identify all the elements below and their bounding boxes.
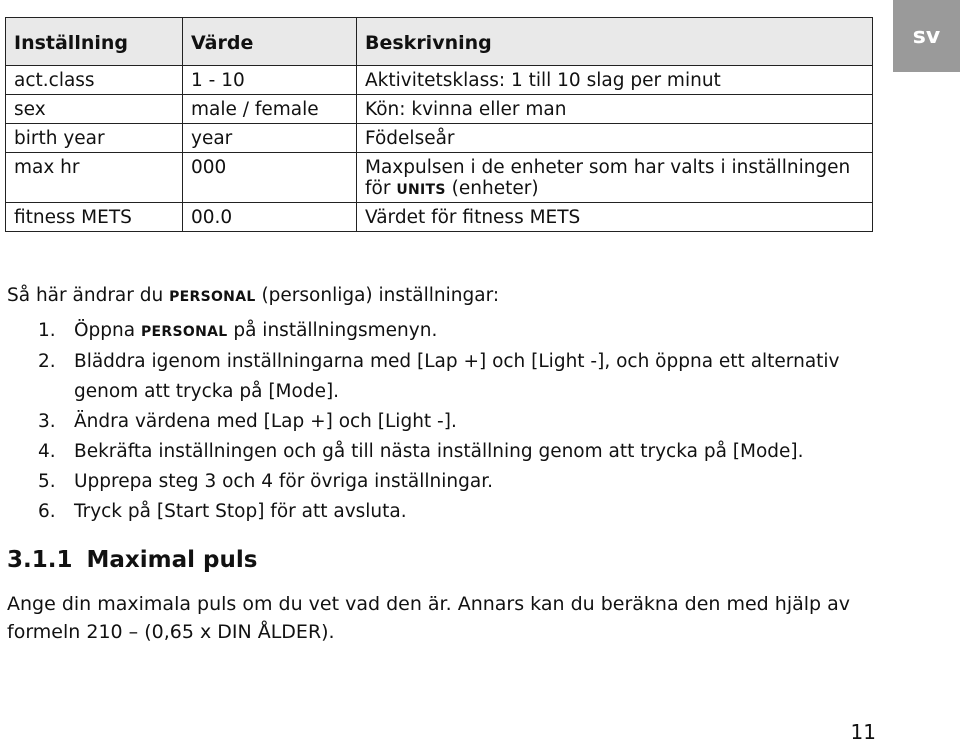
table-row [6, 153, 873, 203]
language-tab: sv [893, 0, 960, 72]
step-item: 6. Tryck på [Start Stop] för att avsluta. [38, 501, 407, 522]
step-item: 3. Ändra värdena med [Lap +] och [Light -]. [38, 411, 457, 432]
cell-setting: max hr [6, 153, 183, 203]
header-setting: Inställning [6, 18, 183, 66]
cell-value: 000 [183, 153, 357, 203]
units-keyword: UNITS [396, 182, 446, 198]
cell-value: 00.0 [183, 203, 357, 232]
cell-setting: act.class [6, 66, 183, 95]
steps-list [38, 316, 888, 527]
table-row [6, 124, 873, 153]
step-item: 2. Bläddra igenom inställningarna med [Lap +] och [Light -], och öppna ett alternativ genom att trycka på [Mode]. [38, 351, 840, 402]
step-item: 1. Öppna PERSONAL på inställningsmenyn. [38, 320, 438, 341]
cell-description: Aktivitetsklass: 1 till 10 slag per minut [357, 66, 873, 95]
header-value: Värde [183, 18, 357, 66]
cell-value: 1 - 10 [183, 66, 357, 95]
table-row [6, 95, 873, 124]
step-item: 5. Upprepa steg 3 och 4 för övriga inställningar. [38, 471, 493, 492]
personal-keyword: PERSONAL [141, 324, 228, 340]
step-item: 4. Bekräfta inställningen och gå till nästa inställning genom att trycka på [Mode]. [38, 441, 804, 462]
cell-setting: fitness METS [6, 203, 183, 232]
cell-value: male / female [183, 95, 357, 124]
cell-description: Kön: kvinna eller man [357, 95, 873, 124]
table-header-row [6, 18, 873, 66]
cell-setting: birth year [6, 124, 183, 153]
cell-description: Födelseår [357, 124, 873, 153]
cell-description: Maxpulsen i de enheter som har valts i inställningen för UNITS (enheter) [357, 153, 873, 203]
settings-table [5, 17, 873, 232]
section-heading [7, 547, 257, 573]
personal-keyword: PERSONAL [169, 289, 256, 305]
cell-value: year [183, 124, 357, 153]
header-description: Beskrivning [357, 18, 873, 66]
section-title-text: Maximal puls [86, 547, 258, 573]
section-body: Ange din maximala puls om du vet vad den är. Annars kan du beräkna den med hjälp av formeln 210 – (0,65 x DIN ÅLDER). [7, 593, 851, 643]
instructions-intro: Så här ändrar du PERSONAL (personliga) inställningar: [7, 285, 500, 306]
cell-description: Värdet för fitness METS [357, 203, 873, 232]
section-number: 3.1.1 [7, 547, 73, 573]
table-row [6, 66, 873, 95]
cell-setting: sex [6, 95, 183, 124]
page-number: 11 [850, 720, 876, 744]
table-row [6, 203, 873, 232]
